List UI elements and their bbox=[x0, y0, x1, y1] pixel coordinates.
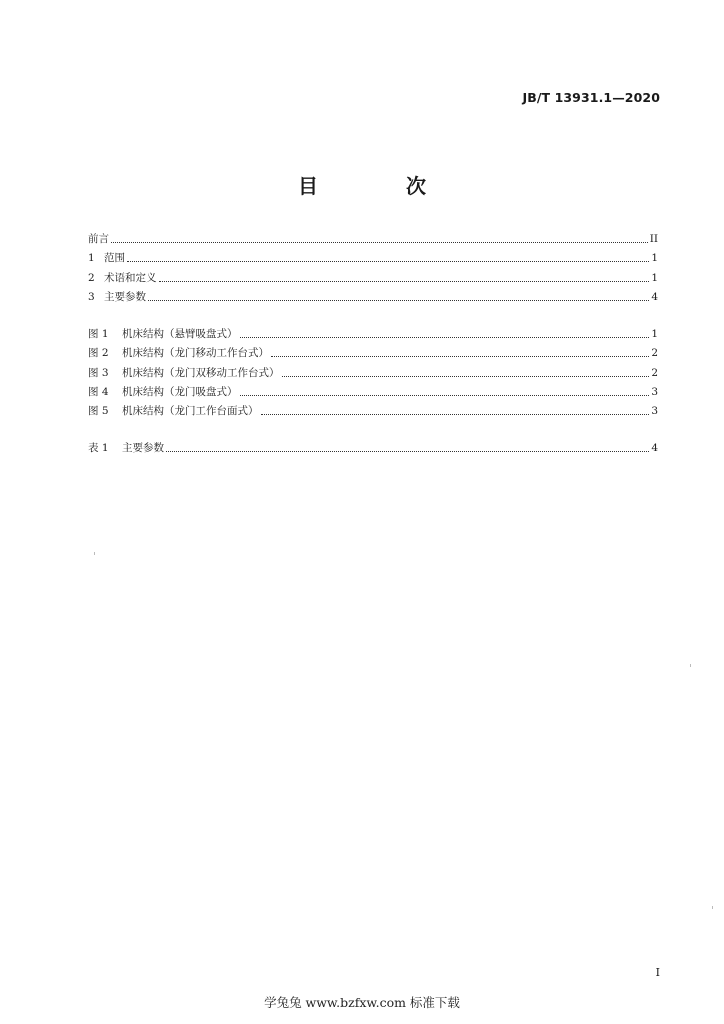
page-number: I bbox=[655, 966, 660, 979]
toc-entry-page: 3 bbox=[651, 404, 658, 417]
toc-entry-number: 图 3 bbox=[88, 366, 109, 379]
leader-dots bbox=[240, 337, 650, 338]
toc-entry-figure-3[interactable] bbox=[88, 359, 658, 378]
toc-entry-table-1[interactable] bbox=[88, 435, 658, 454]
toc-sections bbox=[88, 226, 658, 303]
toc-entry-page: 1 bbox=[651, 252, 658, 265]
toc-entry-page: 2 bbox=[651, 347, 658, 360]
toc-entry-number: 图 5 bbox=[88, 404, 109, 417]
leader-dots bbox=[111, 242, 648, 243]
toc-entry-label: 机床结构（龙门工作台面式） bbox=[122, 404, 259, 417]
toc-entry-number: 图 2 bbox=[88, 347, 109, 360]
toc-entry-number: 图 4 bbox=[88, 385, 109, 398]
toc-entry-label: 主要参数 bbox=[122, 442, 164, 455]
leader-dots bbox=[127, 261, 649, 262]
toc-entry-page: 4 bbox=[651, 442, 658, 455]
toc-entry-terms[interactable] bbox=[88, 264, 658, 283]
leader-dots bbox=[148, 300, 649, 301]
toc-entry-label: 术语和定义 bbox=[104, 271, 157, 284]
scan-speck bbox=[690, 664, 691, 667]
toc-entry-figure-2[interactable] bbox=[88, 340, 658, 359]
toc-entry-number: 表 1 bbox=[88, 442, 109, 455]
toc-figures bbox=[88, 321, 658, 417]
leader-dots bbox=[240, 395, 650, 396]
toc-entry-scope[interactable] bbox=[88, 245, 658, 264]
toc-entry-number: 2 bbox=[88, 271, 95, 284]
scan-speck bbox=[712, 906, 713, 909]
leader-dots bbox=[282, 376, 650, 377]
page-title: 目 次 bbox=[298, 174, 460, 198]
scan-speck bbox=[94, 552, 95, 555]
toc-entry-label: 机床结构（龙门移动工作台式） bbox=[122, 347, 269, 360]
toc-entry-label: 主要参数 bbox=[104, 290, 146, 303]
leader-dots bbox=[159, 281, 650, 282]
toc-entry-main-params[interactable] bbox=[88, 284, 658, 303]
toc-tables bbox=[88, 435, 658, 454]
leader-dots bbox=[166, 451, 649, 452]
toc-entry-page: II bbox=[649, 233, 658, 246]
toc-entry-label: 范围 bbox=[104, 252, 125, 265]
toc-entry-page: 4 bbox=[651, 290, 658, 303]
toc-entry-figure-5[interactable] bbox=[88, 398, 658, 417]
toc-entry-number: 1 bbox=[88, 252, 95, 265]
watermark-text: 学兔兔 www.bzfxw.com 标准下载 bbox=[264, 995, 460, 1010]
toc-entry-label: 前言 bbox=[88, 233, 109, 246]
leader-dots bbox=[271, 356, 649, 357]
toc-entry-page: 3 bbox=[651, 385, 658, 398]
leader-dots bbox=[261, 414, 650, 415]
toc-entry-figure-1[interactable] bbox=[88, 321, 658, 340]
toc-entry-label: 机床结构（龙门吸盘式） bbox=[122, 385, 238, 398]
toc-entry-page: 1 bbox=[651, 271, 658, 284]
toc-entry-label: 机床结构（悬臂吸盘式） bbox=[122, 328, 238, 341]
toc-entry-page: 2 bbox=[651, 366, 658, 379]
toc-entry-page: 1 bbox=[651, 328, 658, 341]
toc-entry-number: 3 bbox=[88, 290, 95, 303]
toc-entry-label: 机床结构（龙门双移动工作台式） bbox=[122, 366, 280, 379]
toc-entry-foreword[interactable] bbox=[88, 226, 658, 245]
toc-entry-number: 图 1 bbox=[88, 328, 109, 341]
toc-entry-figure-4[interactable] bbox=[88, 379, 658, 398]
standard-number: JB/T 13931.1—2020 bbox=[522, 90, 660, 105]
